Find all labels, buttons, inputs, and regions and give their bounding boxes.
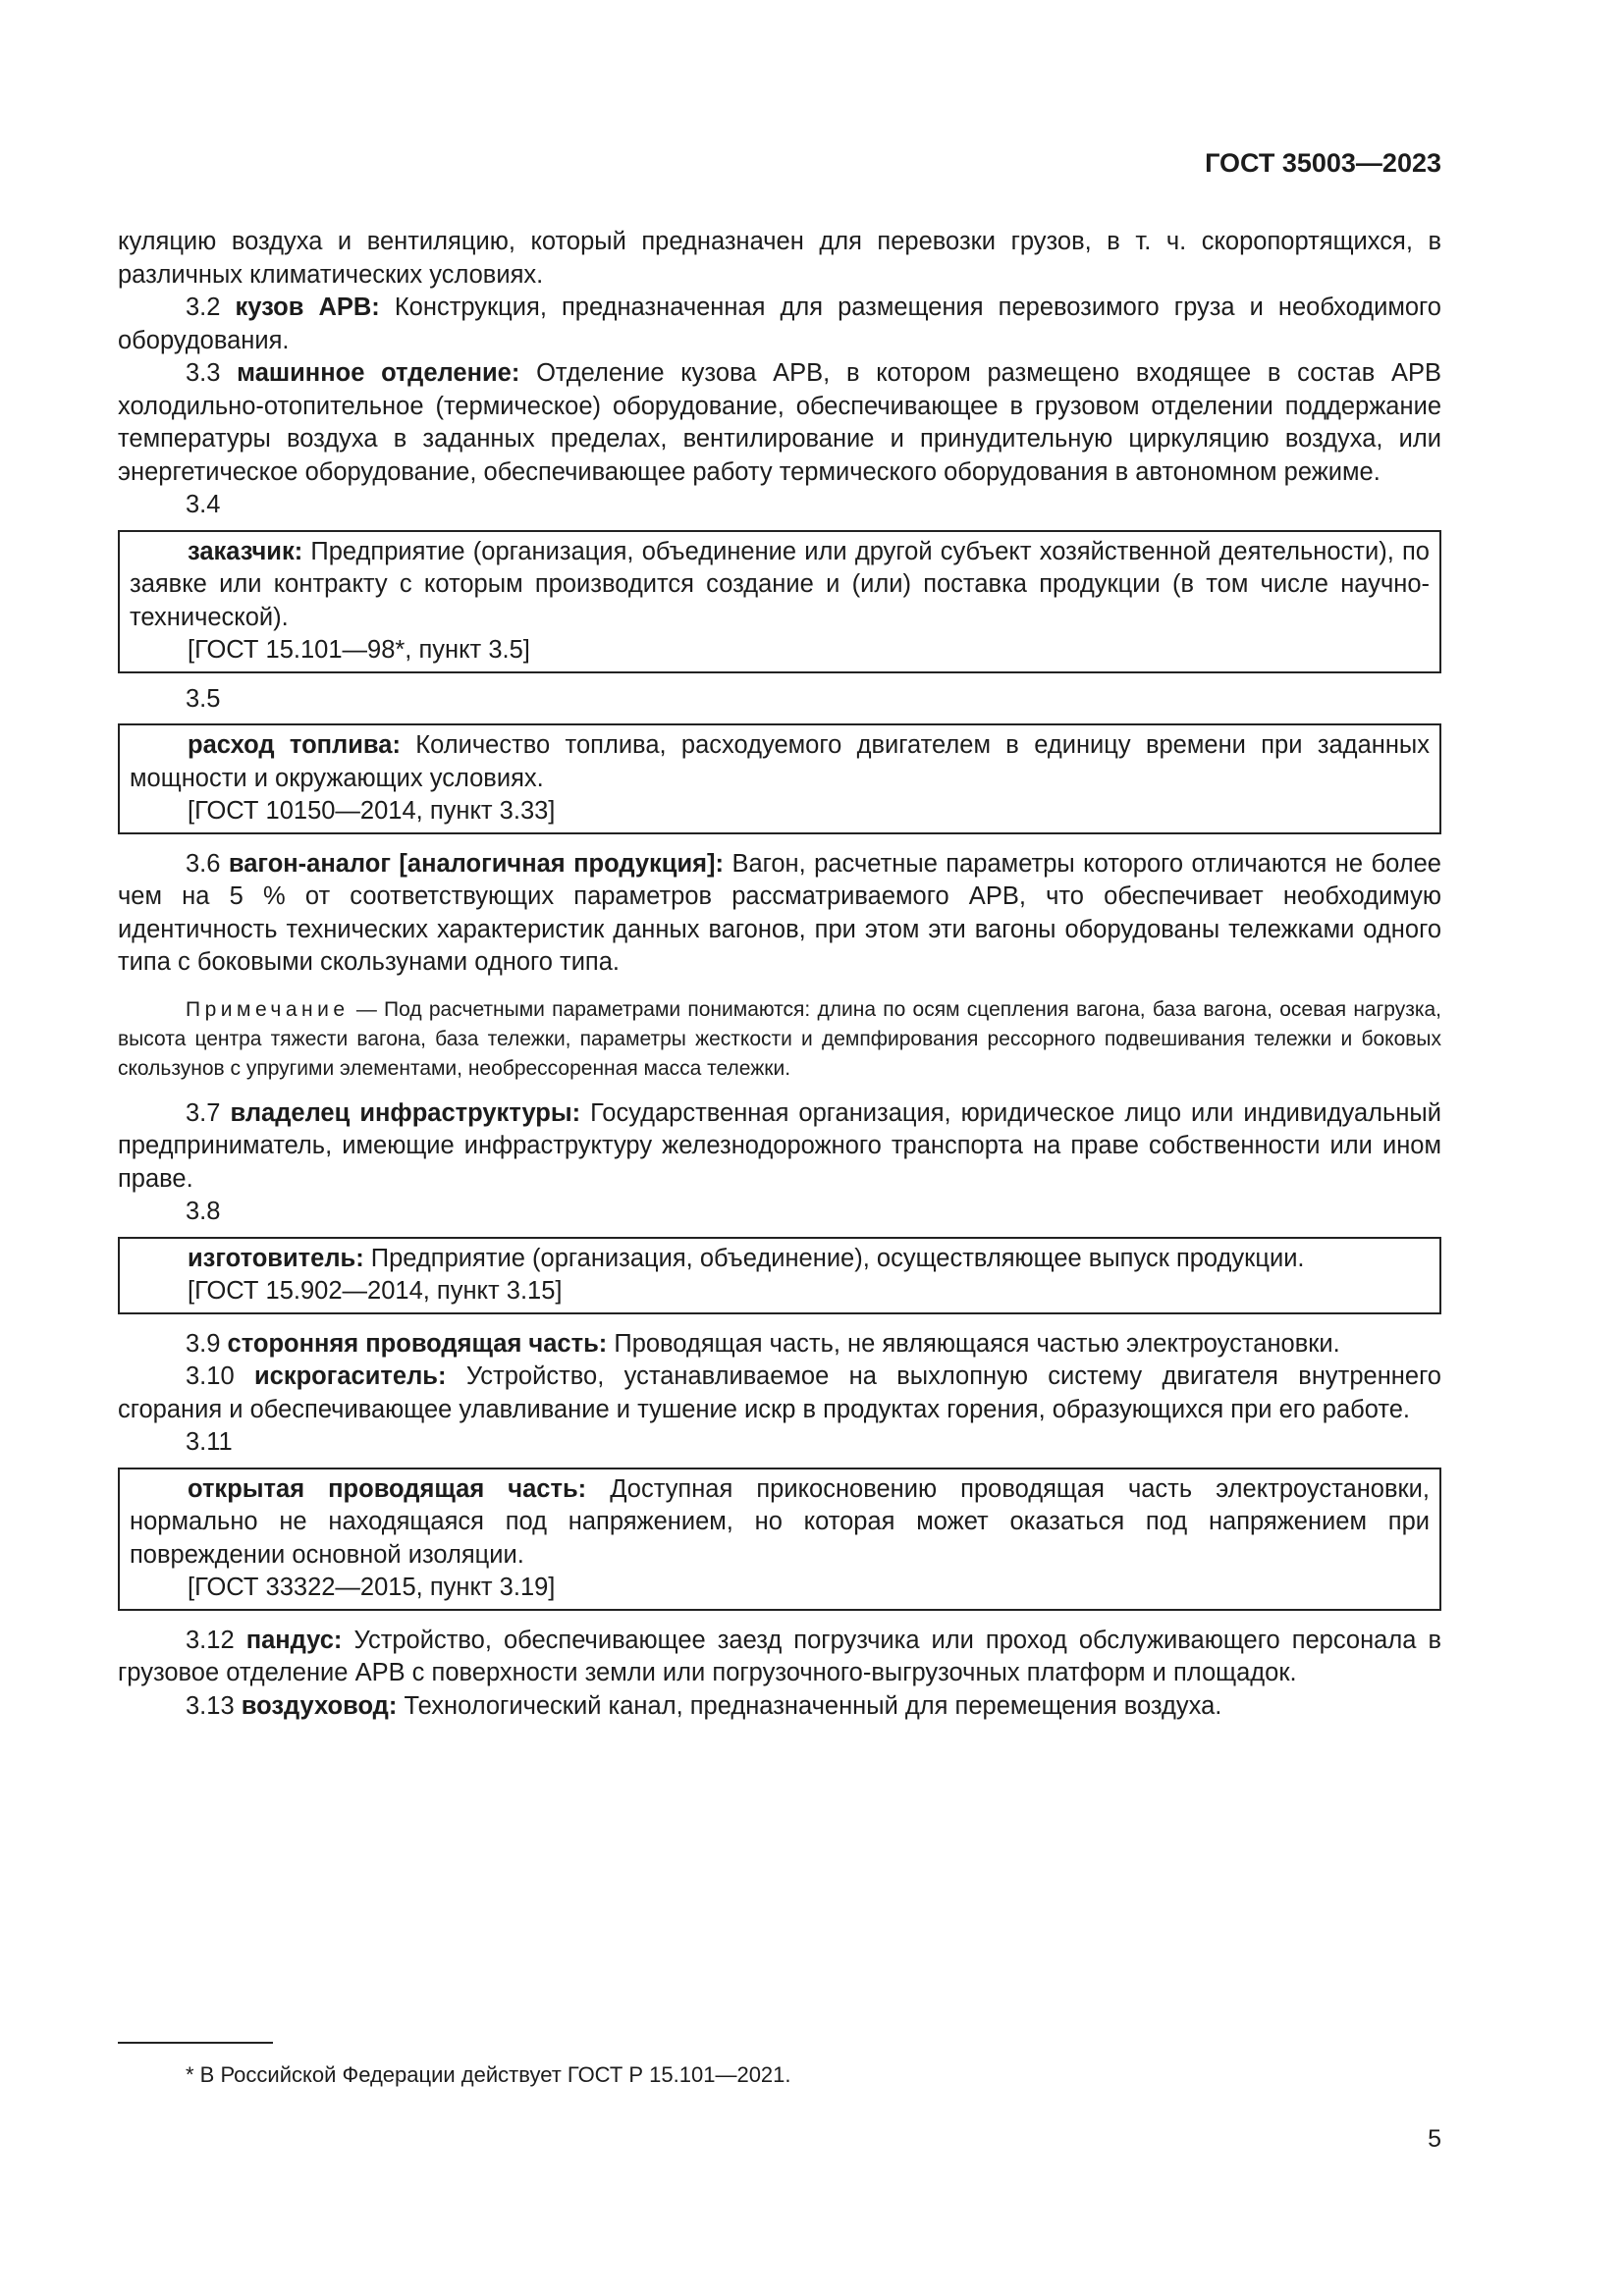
term-box-3-5 <box>118 723 1441 834</box>
document-body <box>118 226 1441 1723</box>
term-source: [ГОСТ 33322—2015, пункт 3.19] <box>188 1574 556 1601</box>
term-title: воздуховод: <box>241 1691 398 1720</box>
term-number: 3.12 <box>186 1626 235 1654</box>
term-source: [ГОСТ 15.101—98*, пункт 3.5] <box>188 636 530 664</box>
term-definition: Количество топлива, расходуемого двигателем в единицу времени при заданных мощности и окружающих условиях. <box>130 731 1430 792</box>
term-definition: Отделение кузова АРВ, в котором размещено входящее в состав АРВ холодильно-отопительное (термическое) оборудование, обеспечивающее в грузовом отделении поддержание температуры воздуха в заданных пределах, вентилирование и принудительную циркуляцию воздуха, или энергетическое оборудование, обеспечивающее работу термического оборудования в автономном режиме. <box>118 359 1441 486</box>
term-3-9 <box>118 1328 1441 1362</box>
term-title: сторонняя проводящая часть: <box>227 1329 608 1358</box>
footnote-separator <box>118 2042 273 2044</box>
term-definition: Технологический канал, предназначенный для перемещения воздуха. <box>404 1691 1222 1720</box>
term-3-8 <box>130 1243 1430 1276</box>
note-label: Примечание <box>186 997 350 1021</box>
term-number: 3.10 <box>186 1362 235 1390</box>
term-definition: Предприятие (организация, объединение или другой субъект хозяйственной деятельности), по заявке или контракту с которым производится создание и (или) поставка продукции (в том числе научно-технической). <box>130 537 1430 631</box>
term-3-2 <box>118 292 1441 357</box>
term-3-10 <box>118 1361 1441 1426</box>
term-box-3-4 <box>118 530 1441 673</box>
term-number: 3.3 <box>186 359 221 387</box>
term-box-3-8 <box>118 1237 1441 1314</box>
term-title: вагон-аналог [аналогичная продукция]: <box>228 849 724 878</box>
term-3-4 <box>130 536 1430 635</box>
term-3-13 <box>118 1690 1441 1724</box>
term-number-3-8: 3.8 <box>186 1198 221 1225</box>
document-header: ГОСТ 35003—2023 <box>1205 148 1441 178</box>
term-title: изготовитель: <box>188 1244 364 1272</box>
term-box-3-11 <box>118 1468 1441 1611</box>
term-number-3-4: 3.4 <box>186 491 221 518</box>
term-title: кузов АРВ: <box>235 294 380 321</box>
term-3-11 <box>130 1473 1430 1573</box>
term-title: заказчик: <box>188 537 303 565</box>
term-definition: Устройство, устанавливаемое на выхлопную систему двигателя внутреннего сгорания и обеспечивающее улавливание и тушение искр в продуктах горения, образующихся при его работе. <box>118 1362 1441 1423</box>
term-number: 3.6 <box>186 849 221 878</box>
term-title: пандус: <box>245 1626 343 1654</box>
term-source: [ГОСТ 15.902—2014, пункт 3.15] <box>188 1277 563 1305</box>
term-number: 3.7 <box>186 1098 221 1127</box>
term-number-3-11: 3.11 <box>186 1428 233 1456</box>
term-title: искрогаситель: <box>253 1362 447 1390</box>
term-3-6 <box>118 848 1441 980</box>
term-title: владелец инфраструктуры: <box>230 1098 581 1127</box>
term-number: 3.2 <box>186 294 221 321</box>
term-title: машинное отделение: <box>237 359 520 387</box>
term-title: расход топлива: <box>188 731 401 759</box>
term-3-3 <box>118 357 1441 489</box>
page-number: 5 <box>1428 2125 1441 2153</box>
term-number-3-5: 3.5 <box>186 684 221 713</box>
note-text: — Под расчетными параметрами понимаются: длина по осям сцепления вагона, база вагона, осевая нагрузка, высота центра тяжести вагона, база тележки, параметры жесткости и демпфирования рессорного подвешивания тележки и боковых скользунов с упругими элементами, необрессоренная масса тележки. <box>118 997 1441 1080</box>
term-3-5 <box>130 729 1430 795</box>
continuation-paragraph: куляцию воздуха и вентиляцию, который предназначен для перевозки грузов, в т. ч. скоропортящихся, в различных климатических условиях. <box>118 228 1441 289</box>
term-definition: Вагон, расчетные параметры которого отличаются не более чем на 5 % от соответствующих параметров рассматриваемого АРВ, что обеспечивает необходимую идентичность технических характеристик данных вагонов, при этом эти вагоны оборудованы тележками одного типа с боковыми скользунами одного типа. <box>118 849 1441 976</box>
term-title: открытая проводящая часть: <box>188 1474 587 1503</box>
footnote: * В Российской Федерации действует ГОСТ Р 15.101—2021. <box>186 2062 791 2087</box>
term-definition: Предприятие (организация, объединение), осуществляющее выпуск продукции. <box>370 1244 1305 1272</box>
term-definition: Государственная организация, юридическое лицо или индивидуальный предприниматель, имеющие инфраструктуру железнодорожного транспорта на праве собственности или ином праве. <box>118 1098 1441 1193</box>
term-definition: Конструкция, предназначенная для размещения перевозимого груза и необходимого оборудования. <box>118 294 1441 354</box>
term-definition: Устройство, обеспечивающее заезд погрузчика или проход обслуживающего персонала в грузовое отделение АРВ с поверхности земли или погрузочного-выгрузочных платформ и площадок. <box>118 1626 1441 1686</box>
note-paragraph <box>118 995 1441 1084</box>
term-3-7 <box>118 1097 1441 1197</box>
term-source: [ГОСТ 10150—2014, пункт 3.33] <box>188 797 556 825</box>
term-number: 3.13 <box>186 1691 235 1720</box>
document-page <box>118 0 1441 2296</box>
term-definition: Проводящая часть, не являющаяся частью электроустановки. <box>614 1329 1340 1358</box>
term-number: 3.9 <box>186 1329 221 1358</box>
term-3-12 <box>118 1625 1441 1690</box>
term-definition: Доступная прикосновению проводящая часть электроустановки, нормально не находящаяся под напряжением, но которая может оказаться под напряжением при повреждении основной изоляции. <box>130 1474 1430 1569</box>
